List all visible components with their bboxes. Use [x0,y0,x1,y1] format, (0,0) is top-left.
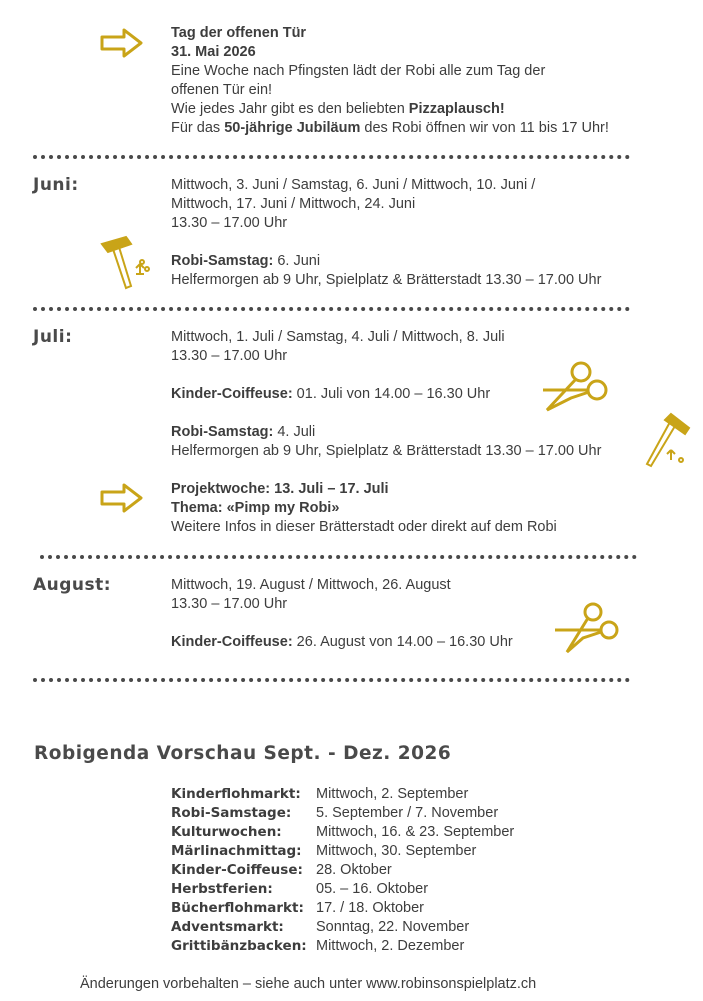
august-coiffeuse: Kinder-Coiffeuse: 26. August von 14.00 – 16.30 Uhr [171,634,513,650]
vorschau-row-label: Grittibänzbacken: [171,938,307,954]
vorschau-row [171,785,468,804]
month-heading-august: August: [33,575,112,595]
divider [33,678,630,682]
event-title: Tag der offenen Tür [171,25,307,41]
vorschau-row-label: Kinderflohmarkt: [171,786,301,802]
vorschau-row [171,937,464,956]
vorschau-title: Robigenda Vorschau Sept. - Dez. 2026 [34,743,452,764]
vorschau-row-label: Robi-Samstage: [171,805,292,821]
vorschau-row-value: 28. Oktober [316,862,392,878]
event-text: Eine Woche nach Pfingsten lädt der Robi alle zum Tag der [171,63,546,79]
event-text: Wie jedes Jahr gibt es den beliebten Pizzaplausch! [171,101,505,117]
vorschau-row [171,899,424,918]
juli-robi-samstag: Robi-Samstag: 4. Juli Helfermorgen ab 9 Uhr, Spielplatz & Brätterstadt 13.30 – 17.00 Uhr [171,424,602,459]
juli-dates: Mittwoch, 1. Juli / Samstag, 4. Juli / Mittwoch, 8. Juli 13.30 – 17.00 Uhr [171,329,505,364]
august-dates: Mittwoch, 19. August / Mittwoch, 26. August 13.30 – 17.00 Uhr [171,577,451,612]
hammer-icon [100,234,154,292]
juni-dates: Mittwoch, 3. Juni / Samstag, 6. Juni / Mittwoch, 10. Juni / Mittwoch, 17. Juni / Mittwoch, 24. Juni 13.30 – 17.00 Uhr [171,177,536,231]
vorschau-row-value: 5. September / 7. November [316,805,499,821]
event-text: offenen Tür ein! [171,82,273,98]
arrow-icon [100,483,144,513]
vorschau-row-value: Mittwoch, 16. & 23. September [316,824,515,840]
vorschau-row [171,918,469,937]
vorschau-row-value: Mittwoch, 2. Dezember [316,938,465,954]
juli-coiffeuse: Kinder-Coiffeuse: 01. Juli von 14.00 – 16.30 Uhr [171,386,491,402]
arrow-icon [100,28,144,58]
vorschau-row-label: Adventsmarkt: [171,919,284,935]
vorschau-row-value: Mittwoch, 2. September [316,786,469,802]
juli-projektwoche: Projektwoche: 13. Juli – 17. Juli Thema: «Pimp my Robi» Weitere Infos in dieser Brätterstadt oder direkt auf dem Robi [171,481,557,535]
footer-note: Änderungen vorbehalten – siehe auch unter www.robinsonspielplatz.ch [80,976,537,992]
vorschau-row-label: Kinder-Coiffeuse: [171,862,303,878]
vorschau-row-value: Sonntag, 22. November [316,919,470,935]
hammer-icon [643,410,693,468]
vorschau-row [171,823,514,842]
vorschau-row-value: Mittwoch, 30. September [316,843,477,859]
month-heading-juli: Juli: [33,327,73,347]
vorschau-row-value: 05. – 16. Oktober [316,881,429,897]
scissors-icon [541,360,609,416]
vorschau-row [171,861,392,880]
event-date: 31. Mai 2026 [171,44,256,60]
divider [33,307,630,311]
juni-robi-samstag: Robi-Samstag: 6. Juni Helfermorgen ab 9 Uhr, Spielplatz & Brätterstadt 13.30 – 17.00 Uhr [171,253,602,288]
vorschau-row [171,842,476,861]
divider [40,555,637,559]
mai-event-block [171,24,609,138]
month-heading-juni: Juni: [33,175,79,195]
vorschau-row-value: 17. / 18. Oktober [316,900,425,916]
divider [33,155,630,159]
vorschau-row-label: Kulturwochen: [171,824,282,840]
scissors-icon [553,602,621,658]
vorschau-row-label: Märlinachmittag: [171,843,302,859]
event-text: Für das 50-jährige Jubiläum des Robi öffnen wir von 11 bis 17 Uhr! [171,120,609,136]
vorschau-row-label: Herbstferien: [171,881,273,897]
vorschau-row-label: Bücherflohmarkt: [171,900,304,916]
vorschau-row [171,880,428,899]
vorschau-row [171,804,498,823]
